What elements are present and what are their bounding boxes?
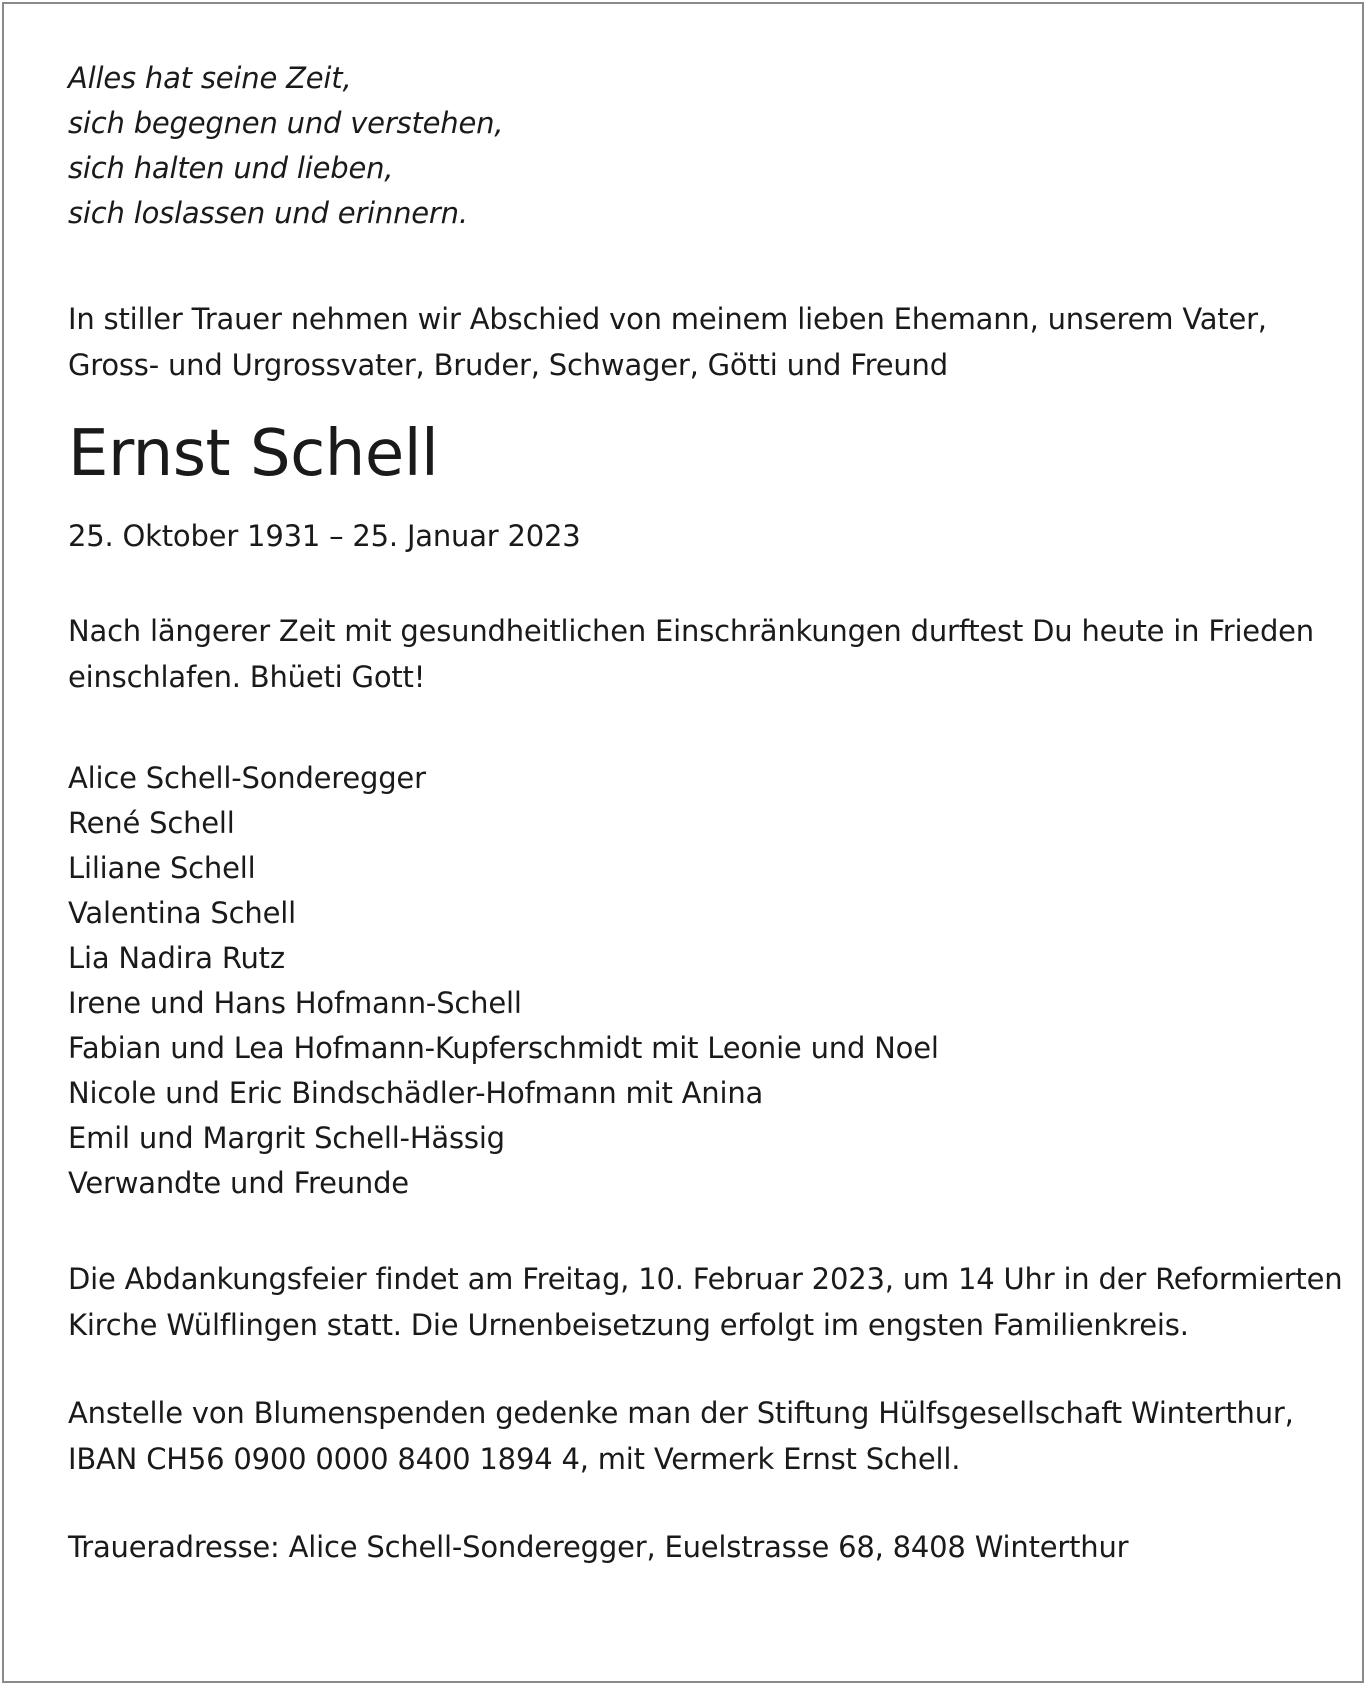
- intro-line: Gross- und Urgrossvater, Bruder, Schwager, Götti und Freund: [68, 348, 948, 382]
- mourner-entry: Lia Nadira Rutz: [68, 941, 285, 975]
- mourner-entry: Alice Schell-Sonderegger: [68, 761, 426, 795]
- intro-line: In stiller Trauer nehmen wir Abschied von meinem lieben Ehemann, unserem Vater,: [68, 302, 1267, 336]
- mourning-address: Traueradresse: Alice Schell-Sonderegger, Euelstrasse 68, 8408 Winterthur: [68, 1530, 1129, 1564]
- donation-info: [68, 1390, 1322, 1482]
- deceased-name: Ernst Schell: [68, 417, 439, 491]
- mourner-entry: Liliane Schell: [68, 851, 256, 885]
- mourner-entry: René Schell: [68, 806, 235, 840]
- intro-paragraph: [68, 296, 1322, 388]
- mourner-entry: Valentina Schell: [68, 896, 296, 930]
- poem-line: sich halten und lieben,: [68, 151, 394, 185]
- poem-block: [68, 56, 1322, 236]
- farewell-message: [68, 608, 1322, 700]
- mourner-entry: Nicole und Eric Bindschädler-Hofmann mit Anina: [68, 1076, 764, 1110]
- poem-line: sich loslassen und erinnern.: [68, 196, 468, 230]
- poem-line: sich begegnen und verstehen,: [68, 106, 504, 140]
- ceremony-line: Die Abdankungsfeier findet am Freitag, 10. Februar 2023, um 14 Uhr in der Reformierten: [68, 1262, 1343, 1296]
- ceremony-info: [68, 1256, 1343, 1348]
- mourner-entry: Fabian und Lea Hofmann-Kupferschmidt mit Leonie und Noel: [68, 1031, 939, 1065]
- message-line: Nach längerer Zeit mit gesundheitlichen Einschränkungen durftest Du heute in Frieden: [68, 614, 1314, 648]
- obituary-content: [68, 56, 1343, 1570]
- poem-line: Alles hat seine Zeit,: [68, 61, 352, 95]
- mourner-entry: Irene und Hans Hofmann-Schell: [68, 986, 522, 1020]
- mourner-entry: Verwandte und Freunde: [68, 1166, 409, 1200]
- ceremony-line: Kirche Wülflingen statt. Die Urnenbeisetzung erfolgt im engsten Familienkreis.: [68, 1308, 1189, 1342]
- donation-line: Anstelle von Blumenspenden gedenke man der Stiftung Hülfsgesellschaft Winterthur,: [68, 1396, 1294, 1430]
- mourner-entry: Emil und Margrit Schell-Hässig: [68, 1121, 505, 1155]
- obituary-frame: [2, 2, 1364, 1683]
- life-dates: 25. Oktober 1931 – 25. Januar 2023: [68, 519, 581, 553]
- donation-line: IBAN CH56 0900 0000 8400 1894 4, mit Vermerk Ernst Schell.: [68, 1442, 961, 1476]
- message-line: einschlafen. Bhüeti Gott!: [68, 660, 426, 694]
- mourners-list: [68, 756, 1322, 1206]
